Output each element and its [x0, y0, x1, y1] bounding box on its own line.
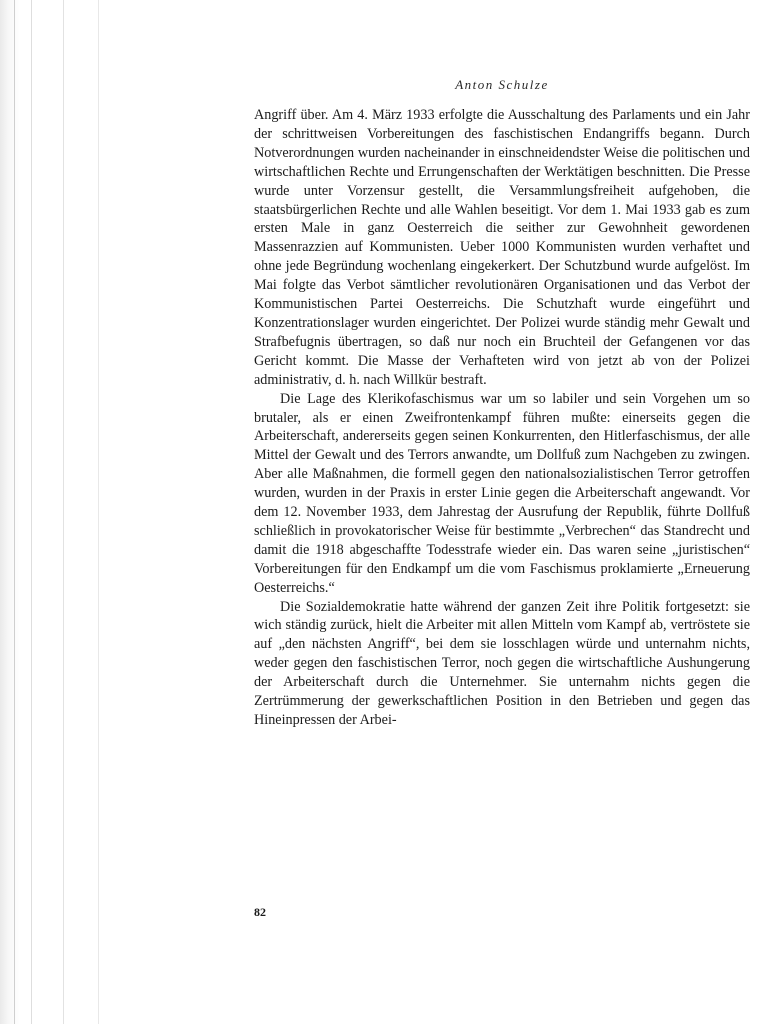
gutter-line — [31, 0, 32, 1024]
paragraph: Angriff über. Am 4. März 1933 erfolgte die Ausschaltung des Parlaments und ein Jahr der schrittweisen Vorbereitungen des faschistischen Endangriffs begann. Durch Notverordnungen wurden nacheinander in einschneidendster Weise die politischen und wirtschaftlichen Rechte und Errungenschaften der Werktätigen beschnitten. Die Presse wurde unter Vorzensur gestellt, die Versammlungsfreiheit aufgehoben, die staatsbürgerlichen Rechte und alle Wahlen beseitigt. Vor dem 1. Mai 1933 gab es zum ersten Male in ganz Oesterreich die seither zur Gewohnheit gewordenen Massenrazzien auf Kommunisten. Ueber 1000 Kommunisten wurden verhaftet und ohne jede Begründung wochenlang eingekerkert. Der Schutzbund wurde aufgelöst. Im Mai folgte das Verbot sämtlicher revolutionären Organisationen und das Verbot der Kommunistischen Partei Oesterreichs. Die Schutzhaft wurde eingeführt und Konzentrationslager wurden eingerichtet. Der Polizei wurde ständig mehr Gewalt und Strafbefugnis übertragen, so daß nur noch ein Bruchteil der Gefangenen vor das Gericht kommt. Die Masse der Verhafteten wird von jetzt ab von der Polizei administrativ, d. h. nach Willkür bestraft. — [254, 107, 750, 388]
gutter-line — [98, 0, 99, 1024]
gutter-line — [14, 0, 15, 1024]
gutter-line — [63, 0, 64, 1024]
book-page — [254, 0, 750, 1024]
paragraph: Die Sozialdemokratie hatte während der ganzen Zeit ihre Politik fortgesetzt: sie wich ständig zurück, hielt die Arbeiter mit allen Mitteln vom Kampf ab, vertröstete sie auf „den nächsten Angriff“, bei dem sie losschlagen würde und unternahm nichts, weder gegen den faschistischen Terror, noch gegen die wirtschaftliche Aushungerung der Arbeiterschaft durch die Unternehmer. Sie unternahm nichts gegen die Zertrümmerung der gewerkschaftlichen Position in den Betrieben und gegen das Hineinpressen der Arbei- — [254, 598, 750, 728]
page-number: 82 — [254, 905, 266, 919]
body-text — [254, 106, 750, 730]
running-head: Anton Schulze — [455, 77, 549, 92]
page-gutter — [0, 0, 120, 1024]
paragraph: Die Lage des Klerikofaschismus war um so labiler und sein Vorgehen um so brutaler, als er einen Zweifrontenkampf führen mußte: einerseits gegen die Arbeiterschaft, andererseits gegen seinen Konkurrenten, den Hitlerfaschismus, der alle Mittel der Gewalt und des Terrors anwandte, um Dollfuß zum Nachgeben zu zwingen. Aber alle Maßnahmen, die formell gegen den nationalsozialistischen Terror getroffen wurden, wurden in der Praxis in erster Linie gegen die Arbeiterschaft angewandt. Vor dem 12. November 1933, dem Jahrestag der Ausrufung der Republik, führte Dollfuß schließlich in provokatorischer Weise für bestimmte „Verbrechen“ das Standrecht und damit die 1918 abgeschaffte Todesstrafe wieder ein. Das waren seine „juristischen“ Vorbereitungen für den Endkampf um die vom Faschismus proklamierte „Erneuerung Oesterreichs.“ — [254, 390, 750, 596]
